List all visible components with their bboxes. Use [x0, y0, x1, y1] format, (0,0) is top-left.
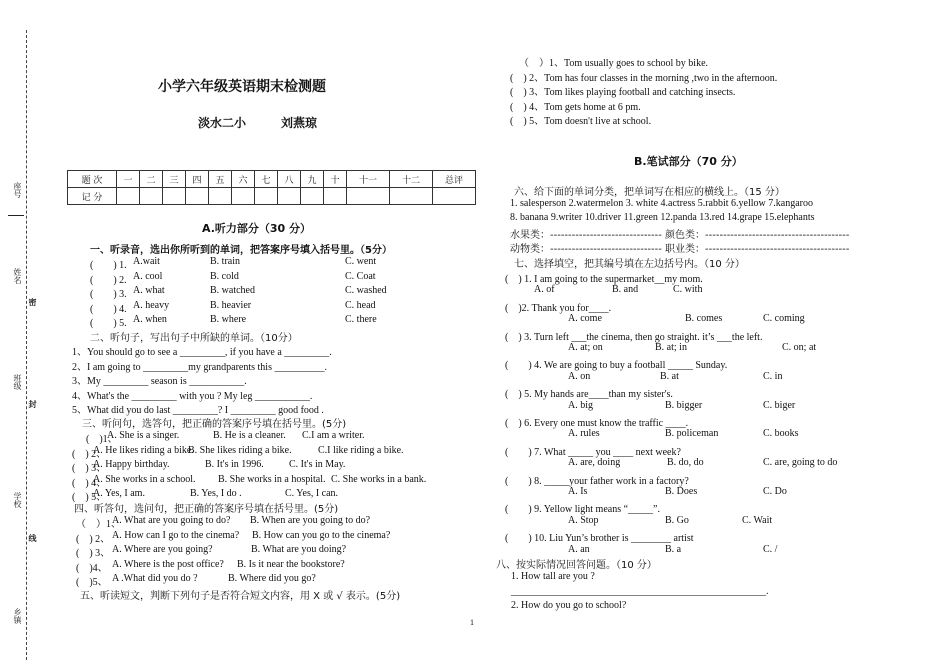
q7-option-b: B. comes [685, 313, 723, 325]
score-table-header-cell: 三 [163, 171, 186, 188]
school-name: 淡水二小 [198, 116, 247, 130]
q7-option-c: C. in [763, 370, 783, 382]
q8-title: 八、按实际情况回答问题。（10 分） [496, 560, 657, 571]
q6-words-line-1: 1. salesperson 2.watermelon 3. white 4.actress 5.rabbit 6.yellow 7.kangaroo [510, 198, 813, 209]
score-table-score-cell [163, 188, 186, 205]
q6-answer-line-2: 动物类：------------------------------- 职业类：---------------------------------------- [510, 244, 850, 255]
score-table-header-row [68, 171, 476, 188]
score-table-score-cell [117, 188, 140, 205]
q3-item-number: ( )1、 [86, 434, 118, 445]
q1-option-c: C. Coat [345, 270, 376, 282]
seal-mark-1: 密 [28, 298, 37, 306]
q7-question: ( ) 7. What _____ you ____ next week? [505, 446, 681, 458]
q3-option-a: A. She is a singer. [107, 430, 180, 441]
q5-statement: （ ）1、Tom usually goes to school by bike. [519, 58, 709, 69]
q7-option-b: B. do, do [667, 457, 704, 469]
author-name: 刘燕琼 [281, 116, 318, 130]
part-a-title: A.听力部分（30 分） [202, 222, 312, 235]
q7-option-c: C. are, going to do [763, 457, 838, 469]
q7-option-a: A. big [568, 399, 593, 411]
q1-option-a: A. when [133, 314, 167, 325]
q4-option-a: A. How can I go to the cinema? [112, 529, 240, 541]
q4-item-number: （ ）1、 [76, 519, 121, 530]
q3-option-a: A. Yes, I am. [93, 488, 145, 499]
score-table-row-label: 记 分 [68, 188, 117, 205]
score-table-header-cell: 十 [324, 171, 347, 188]
q1-item-number: ( ) 1. [90, 260, 127, 271]
q7-question: ( ) 3. Turn left ___the cinema, then go straight. it’s ___the left. [505, 331, 763, 343]
q7-question: ( ) 5. My hands are____than my sister's. [505, 389, 673, 401]
score-table-score-cell [209, 188, 232, 205]
q7-option-b: B. bigger [665, 399, 703, 411]
q3-item-number: ( ) 2、 [72, 448, 107, 460]
q7-option-c: C. coming [763, 313, 805, 325]
q2-sentence: 2、I am going to _________my grandparents this __________. [72, 361, 327, 373]
q7-option-a: A. at; on [568, 342, 603, 353]
q4-item-number: ( ) 2、 [76, 533, 111, 545]
q4-option-a: A. Where is the post office? [112, 558, 224, 570]
q3-option-a: A. Happy birthday. [93, 459, 170, 470]
q7-option-a: A. an [568, 543, 590, 555]
q7-option-a: A. rules [568, 428, 600, 440]
score-table-header-cell: 七 [255, 171, 278, 188]
q4-option-a: A. What are you going to do? [112, 515, 231, 526]
q1-option-b: B. where [210, 314, 247, 325]
q1-option-c: C. went [345, 256, 377, 267]
q3-title: 三、听问句，选答句，把正确的答案序号填在括号里。(5分) [82, 419, 347, 430]
q7-option-a: A. on [568, 370, 591, 382]
q7-option-b: B. policeman [665, 428, 719, 440]
score-table-header-cell: 一 [117, 171, 140, 188]
q4-option-b: B. Is it near the bookstore? [237, 558, 345, 570]
q1-item-number: ( ) 3. [90, 289, 127, 300]
q7-option-a: A. of [534, 284, 555, 296]
q3-option-b: B. It's in 1996. [205, 459, 264, 470]
q1-option-a: A.wait [133, 256, 160, 267]
q3-item-number: ( ) 4、 [72, 477, 107, 489]
q7-option-c: C. biger [763, 399, 796, 411]
q7-option-c: C. Wait [742, 514, 773, 526]
exam-title: 小学六年级英语期末检测题 [158, 79, 326, 95]
q7-option-a: A. Stop [568, 514, 599, 526]
binding-line [26, 30, 35, 660]
q7-option-b: B. at [660, 370, 679, 382]
score-table-score-row [68, 188, 476, 205]
q1-option-b: B. cold [210, 270, 239, 282]
score-table-score-cell [232, 188, 255, 205]
town-label: 乡镇 [13, 608, 22, 624]
q3-option-a: A. She works in a school. [93, 473, 196, 485]
q4-option-b: B. What are you doing? [251, 544, 347, 555]
q6-words-line-2: 8. banana 9.writer 10.driver 11.green 12.panda 13.red 14.grape 15.elephants [510, 212, 815, 223]
q4-option-a: A .What did you do ? [112, 573, 198, 584]
score-table-score-cell [433, 188, 476, 205]
seal-mark-3: 线 [28, 534, 37, 542]
q4-option-b: B. Where did you go? [228, 573, 316, 584]
q3-option-a: A. He likes riding a bike. [93, 444, 194, 456]
score-table-header-cell: 五 [209, 171, 232, 188]
q2-title: 二、听句子，写出句子中所缺的单词。（10分） [90, 333, 298, 344]
q8-question-2: 2. How do you go to school? [511, 600, 627, 611]
q7-option-b: B. a [665, 543, 682, 555]
q7-question: ( ) 10. Liu Yun’s brother is ________ artist [505, 533, 694, 545]
seat-underline [8, 215, 24, 216]
q5-statement: ( ) 3、Tom likes playing football and catching insects. [510, 87, 736, 98]
score-table-header-cell: 四 [186, 171, 209, 188]
q5-title: 五、听读短文，判断下列句子是否符合短文内容，用 X 或 √ 表示。(5分) [80, 591, 401, 602]
q4-title: 四、听答句，选问句，把正确的答案序号填在括号里。(5分) [74, 504, 339, 515]
q3-option-b: B. She likes riding a bike. [188, 444, 292, 456]
q1-option-b: B. train [210, 256, 240, 267]
q3-option-c: C. It's in May. [289, 459, 346, 470]
q7-question: ( ) 6. Every one must know the traffic ____. [505, 418, 689, 429]
score-table [67, 170, 476, 205]
score-table-score-cell [324, 188, 347, 205]
q7-option-c: C. with [673, 284, 703, 296]
score-table-score-cell [278, 188, 301, 205]
seat-label: 座号 [13, 182, 22, 198]
q6-answer-line-1: 水果类：------------------------------- 颜色类：---------------------------------------- [510, 230, 850, 241]
score-table-header-cell: 八 [278, 171, 301, 188]
q4-item-number: ( ) 3、 [76, 548, 111, 559]
q8-answer-line-1: ___________________________________________________. [511, 586, 769, 597]
q7-question: ( ) 1. I am going to the supermarket__my mom. [505, 274, 703, 285]
score-table-header-cell: 总评 [433, 171, 476, 188]
q4-option-b: B. How can you go to the cinema? [252, 529, 391, 541]
q2-sentence: 3、My _________ season is ___________. [72, 376, 247, 387]
q7-option-a: A. are, doing [568, 457, 621, 469]
score-table-header-cell: 十一 [347, 171, 390, 188]
q5-statement: ( ) 5、Tom doesn't live at school. [510, 116, 652, 127]
q4-option-a: A. Where are you going? [112, 544, 213, 555]
q7-question: ( )2. Thank you for____. [505, 302, 612, 314]
q3-item-number: ( ) 5、 [72, 492, 107, 503]
q1-option-a: A. cool [133, 270, 163, 282]
q7-option-c: C. / [763, 543, 778, 555]
seal-mark-2: 封 [28, 400, 37, 408]
score-table-header-cell: 六 [232, 171, 255, 188]
name-label: 姓名 [13, 268, 22, 284]
q7-option-b: B. and [612, 284, 639, 296]
score-table-score-cell [347, 188, 390, 205]
q4-option-b: B. When are you going to do? [250, 515, 371, 526]
q7-question: ( ) 4. We are going to buy a football _____ Sunday. [505, 360, 728, 372]
q4-item-number: ( )4、 [76, 562, 108, 574]
q1-option-b: B. heavier [210, 299, 252, 311]
part-b-title: B.笔试部分（70 分） [634, 155, 743, 168]
q3-item-number: ( ) 3、 [72, 463, 107, 474]
score-table-score-cell [301, 188, 324, 205]
q1-option-b: B. watched [210, 285, 255, 296]
q1-option-c: C. washed [345, 285, 387, 296]
q2-sentence: 4、What's the _________ with you ? My leg ___________. [72, 390, 313, 402]
q3-option-b: B. She works in a hospital. [218, 473, 326, 485]
q4-item-number: ( )5、 [76, 577, 108, 588]
q7-option-b: B. Go [665, 514, 689, 526]
q2-sentence: 5、What did you do last _________? I _________ good food . [72, 405, 324, 416]
q7-option-b: B. Does [665, 486, 698, 497]
q1-option-c: C. there [345, 314, 377, 325]
q1-option-a: A. heavy [133, 299, 170, 311]
q7-option-c: C. books [763, 428, 799, 440]
class-label: 班级 [13, 374, 22, 390]
q2-sentence: 1、You should go to see a _________, if you have a _________. [72, 347, 332, 358]
q7-option-b: B. at; in [655, 342, 687, 353]
q3-option-c: C.I like riding a bike. [318, 444, 404, 456]
q5-statement: ( ) 4、Tom gets home at 6 pm. [510, 101, 641, 113]
q1-option-a: A. what [133, 285, 165, 296]
q1-title: 一、听录音，选出你所听到的单词，把答案序号填入括号里。（5分） [90, 245, 392, 256]
score-table-header-cell: 十二 [390, 171, 433, 188]
school-label: 学校 [13, 492, 22, 508]
q7-option-c: C. Do [763, 486, 787, 497]
q3-option-c: C. Yes, I can. [285, 488, 339, 499]
q7-option-a: A. Is [568, 486, 588, 497]
q3-option-c: C. She works in a bank. [331, 473, 427, 485]
score-table-score-cell [186, 188, 209, 205]
score-table-header-cell: 九 [301, 171, 324, 188]
q5-statement: ( ) 2、Tom has four classes in the morning ,two in the afternoon. [510, 72, 778, 84]
q3-option-b: B. Yes, I do . [190, 488, 242, 499]
page-number: 1 [470, 618, 474, 627]
score-table-score-cell [255, 188, 278, 205]
q1-item-number: ( ) 2. [90, 274, 127, 286]
q1-item-number: ( ) 5. [90, 318, 127, 329]
q7-option-c: C. on; at [782, 342, 817, 353]
q7-question: ( ) 9. Yellow light means “_____”. [505, 504, 660, 516]
q8-question-1: 1. How tall are you ? [511, 571, 595, 582]
q3-option-c: C.I am a writer. [302, 430, 365, 441]
score-table-score-cell [140, 188, 163, 205]
score-table-header-cell: 题 次 [68, 171, 117, 188]
q7-option-a: A. come [568, 313, 602, 325]
q7-title: 七、选择填空，把其编号填在左边括号内。（10 分） [514, 259, 745, 270]
q1-option-c: C. head [345, 299, 376, 311]
q6-title: 六、给下面的单词分类，把单词写在相应的横线上。（15 分） [514, 187, 785, 198]
score-table-score-cell [390, 188, 433, 205]
q7-question: ( ) 8. _____your father work in a factory? [505, 475, 689, 487]
score-table-header-cell: 二 [140, 171, 163, 188]
q1-item-number: ( ) 4. [90, 303, 127, 315]
q3-option-b: B. He is a cleaner. [213, 430, 286, 441]
